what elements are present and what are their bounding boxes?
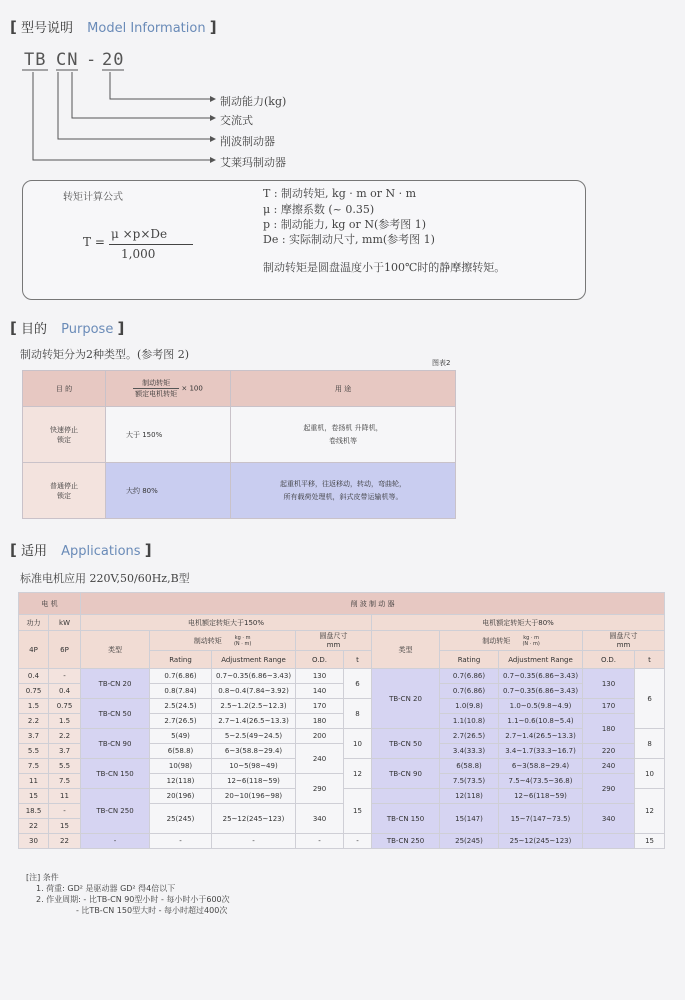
right-adj-cell: 3.4~1.7(33.3~16.7) bbox=[499, 744, 583, 759]
left-t-head: t bbox=[344, 651, 372, 669]
cell-4p: 15 bbox=[19, 789, 49, 804]
fraction-bar bbox=[109, 244, 193, 245]
left-adj-cell: 0.8~0.4(7.84~3.92) bbox=[212, 684, 296, 699]
gt80-head: 电机额定转矩大于80% bbox=[372, 615, 665, 631]
cell-6p: - bbox=[49, 804, 81, 819]
legend-braking-capacity: 制动能力(kg) bbox=[220, 95, 287, 108]
right-t-cell: 12 bbox=[635, 789, 665, 834]
right-od-cell: 240 bbox=[583, 759, 635, 774]
formula-note: 制动转矩是圆盘温度小于100℃时的静摩擦转矩。 bbox=[263, 261, 506, 274]
left-rating-cell: 0.8(7.84) bbox=[150, 684, 212, 699]
applications-title-cn: 适用 bbox=[21, 544, 48, 559]
right-rating-cell: 7.5(73.5) bbox=[440, 774, 499, 789]
left-rating-cell: 2.5(24.5) bbox=[150, 699, 212, 714]
right-od-cell: 220 bbox=[583, 744, 635, 759]
left-adj-cell: 10~5(98~49) bbox=[212, 759, 296, 774]
right-torque-head bbox=[440, 631, 583, 651]
left-rating-cell: 12(118) bbox=[150, 774, 212, 789]
right-rating-cell: 1.1(10.8) bbox=[440, 714, 499, 729]
bracket-close: ] bbox=[144, 541, 152, 559]
right-od-cell: 290 bbox=[583, 774, 635, 804]
right-t-cell: 8 bbox=[635, 729, 665, 759]
right-adj-cell: 15~7(147~73.5) bbox=[499, 804, 583, 834]
purpose-title-cn: 目的 bbox=[21, 322, 48, 337]
right-type-cell: TB-CN 20 bbox=[372, 669, 440, 729]
left-rating-cell: 0.7(6.86) bbox=[150, 669, 212, 684]
cell-6p: - bbox=[49, 669, 81, 684]
right-rating-cell: 12(118) bbox=[440, 789, 499, 804]
note-cycle-1: 2. 作业周期: - 比TB-CN 90型小时 - 每小时小于600次 bbox=[36, 895, 230, 904]
notes-title: [注] 条件 bbox=[26, 873, 59, 882]
right-rating-cell: 3.4(33.3) bbox=[440, 744, 499, 759]
left-type-head: 类型 bbox=[81, 631, 150, 669]
left-torque-unit: kg · m (N · m) bbox=[233, 634, 252, 647]
formula-numerator: μ ×p×De bbox=[111, 227, 168, 241]
right-type-cell: TB-CN 90 bbox=[372, 759, 440, 789]
cell-6p: 1.5 bbox=[49, 714, 81, 729]
right-adj-cell: 2.7~1.4(26.5~13.3) bbox=[499, 729, 583, 744]
cell-4p: 22 bbox=[19, 819, 49, 834]
applications-table bbox=[18, 592, 665, 849]
left-torque-label: 制动转矩 bbox=[193, 636, 222, 645]
right-od-cell: 180 bbox=[583, 714, 635, 744]
left-torque-head bbox=[150, 631, 296, 651]
ratio-multiplier: × 100 bbox=[181, 384, 203, 393]
right-od-cell-blank bbox=[583, 834, 635, 849]
right-t-head: t bbox=[635, 651, 665, 669]
bracket-open: [ bbox=[10, 541, 17, 559]
model-code-cn: CN bbox=[56, 50, 79, 70]
right-adj-cell: 12~6(118~59) bbox=[499, 789, 583, 804]
table-row bbox=[19, 834, 665, 849]
right-rating-cell: 2.7(26.5) bbox=[440, 729, 499, 744]
left-adj-cell: 2.7~1.4(26.5~13.3) bbox=[212, 714, 296, 729]
left-rating-cell: 5(49) bbox=[150, 729, 212, 744]
ratio-numerator: 制动转矩 bbox=[133, 378, 179, 389]
note-cycle-2: - 比TB-CN 150型大时 - 每小时超过400次 bbox=[76, 906, 228, 915]
cell-4p: 11 bbox=[19, 774, 49, 789]
left-adj-head: Adjustment Range bbox=[212, 651, 296, 669]
left-od-cell: 290 bbox=[296, 774, 344, 804]
cell-6p: 5.5 bbox=[49, 759, 81, 774]
cell-4p: 5.5 bbox=[19, 744, 49, 759]
legend-ac-type: 交流式 bbox=[220, 114, 253, 127]
right-rating-cell: 15(147) bbox=[440, 804, 499, 834]
right-type-cell: TB-CN 50 bbox=[372, 729, 440, 759]
left-adj-cell: 6~3(58.8~29.4) bbox=[212, 744, 296, 759]
kw-head: kW bbox=[49, 615, 81, 631]
left-t-cell: 6 bbox=[344, 669, 372, 699]
purpose-table bbox=[22, 370, 456, 519]
use-head: 用 途 bbox=[231, 371, 456, 407]
right-adj-cell: 0.7~0.35(6.86~3.43) bbox=[499, 669, 583, 684]
4p-head: 4P bbox=[19, 631, 49, 669]
cell-6p: 0.4 bbox=[49, 684, 81, 699]
left-disc-head: 圆盘尺寸 mm bbox=[296, 631, 372, 651]
left-rating-cell: 25(245) bbox=[150, 804, 212, 834]
purpose-row-1-use: 起重机，卷扬机 升降机， 卷线机等 bbox=[231, 407, 456, 463]
right-adj-head: Adjustment Range bbox=[499, 651, 583, 669]
left-t-cell: 10 bbox=[344, 729, 372, 759]
left-type-cell: TB-CN 150 bbox=[81, 759, 150, 789]
def-p: p : 制动能力, kg or N(参考图 1) bbox=[263, 218, 427, 231]
left-od-cell: 180 bbox=[296, 714, 344, 729]
left-rating-head: Rating bbox=[150, 651, 212, 669]
cell-4p: 1.5 bbox=[19, 699, 49, 714]
purpose-figure-label: 图表2 bbox=[432, 359, 451, 367]
right-rating-cell: 0.7(6.86) bbox=[440, 669, 499, 684]
left-t-cell: 8 bbox=[344, 699, 372, 729]
bracket-open: [ bbox=[10, 18, 17, 36]
right-rating-cell: 0.7(6.86) bbox=[440, 684, 499, 699]
right-type-cell: TB-CN 250 bbox=[372, 834, 440, 849]
cell-6p: 22 bbox=[49, 834, 81, 849]
cell-6p: 0.75 bbox=[49, 699, 81, 714]
applications-figure-label: 图表2 bbox=[630, 604, 649, 612]
legend-clipping-brake: 削波制动器 bbox=[220, 135, 275, 148]
cell-4p: 2.2 bbox=[19, 714, 49, 729]
left-type-cell: TB-CN 50 bbox=[81, 699, 150, 729]
left-od-head: O.D. bbox=[296, 651, 344, 669]
purpose-intro: 制动转矩分为2种类型。(参考图 2) bbox=[20, 348, 190, 361]
left-type-cell: TB-CN 90 bbox=[81, 729, 150, 759]
ratio-head bbox=[106, 371, 231, 407]
gt150-head: 电机额定转矩大于150% bbox=[81, 615, 372, 631]
left-adj-cell: 25~12(245~123) bbox=[212, 804, 296, 834]
purpose-row-1-purpose: 快速停止 锁定 bbox=[23, 407, 106, 463]
right-adj-cell: 6~3(58.8~29.4) bbox=[499, 759, 583, 774]
right-torque-unit: kg · m (N · m) bbox=[522, 634, 540, 647]
right-torque-label: 制动转矩 bbox=[482, 636, 511, 645]
model-legend-lines bbox=[0, 0, 685, 180]
left-od-cell: 340 bbox=[296, 804, 344, 834]
purpose-row-2-ratio: 大约 80% bbox=[106, 463, 231, 519]
purpose-head: 目 的 bbox=[23, 371, 106, 407]
applications-section-header bbox=[10, 540, 152, 559]
right-rating-cell: 6(58.8) bbox=[440, 759, 499, 774]
formula-title: 转矩计算公式 bbox=[63, 192, 123, 203]
legend-brand-brake: 艾莱玛制动器 bbox=[220, 156, 286, 169]
model-code-tb: TB bbox=[24, 50, 47, 70]
left-type-cell: TB-CN 250 bbox=[81, 789, 150, 834]
left-type-cell: - bbox=[81, 834, 150, 849]
right-type-cell: TB-CN 150 bbox=[372, 804, 440, 834]
cell-6p: 3.7 bbox=[49, 744, 81, 759]
ratio-denominator: 额定电机转矩 bbox=[135, 390, 178, 398]
table-row bbox=[19, 729, 665, 744]
right-t-cell: 15 bbox=[635, 834, 665, 849]
table-row bbox=[19, 669, 665, 684]
brake-head: 削 波 制 动 器 bbox=[81, 593, 665, 615]
right-rating-cell: 1.0(9.8) bbox=[440, 699, 499, 714]
right-rating-cell: 25(245) bbox=[440, 834, 499, 849]
left-od-cell: - bbox=[296, 834, 344, 849]
left-od-cell: 240 bbox=[296, 744, 344, 774]
purpose-row-2-use: 起重机平移，往返移动，转动，弯曲轮， 所有载荷处理机，斜式皮带运输机等。 bbox=[231, 463, 456, 519]
def-t: T : 制动转矩, kg · m or N · m bbox=[263, 187, 417, 200]
left-od-cell: 130 bbox=[296, 669, 344, 684]
left-t-cell: 12 bbox=[344, 759, 372, 789]
cell-4p: 3.7 bbox=[19, 729, 49, 744]
left-rating-cell: 2.7(26.5) bbox=[150, 714, 212, 729]
bracket-close: ] bbox=[117, 319, 125, 337]
left-adj-cell: 5~2.5(49~24.5) bbox=[212, 729, 296, 744]
def-de: De : 实际制动尺寸, mm(参考图 1) bbox=[263, 233, 435, 246]
note-load: 1. 荷重: GD² 是驱动器 GD² 得4倍以下 bbox=[36, 884, 176, 893]
left-od-cell: 140 bbox=[296, 684, 344, 699]
cell-4p: 0.75 bbox=[19, 684, 49, 699]
left-rating-cell: 10(98) bbox=[150, 759, 212, 774]
bracket-open: [ bbox=[10, 319, 17, 337]
left-type-cell: TB-CN 20 bbox=[81, 669, 150, 699]
cell-4p: 18.5 bbox=[19, 804, 49, 819]
model-code-dash: - bbox=[86, 50, 98, 70]
model-title-cn: 型号说明 bbox=[21, 21, 74, 36]
purpose-row-1-ratio: 大于 150% bbox=[106, 407, 231, 463]
right-od-cell: 130 bbox=[583, 669, 635, 699]
right-t-cell: 6 bbox=[635, 669, 665, 729]
cell-4p: 0.4 bbox=[19, 669, 49, 684]
cell-4p: 7.5 bbox=[19, 759, 49, 774]
applications-intro: 标准电机应用 220V,50/60Hz,B型 bbox=[20, 572, 190, 585]
formula-box bbox=[22, 180, 586, 300]
def-mu: μ : 摩擦系数 (~ 0.35) bbox=[263, 203, 375, 216]
right-od-head: O.D. bbox=[583, 651, 635, 669]
left-adj-cell: 2.5~1.2(2.5~12.3) bbox=[212, 699, 296, 714]
right-rating-head: Rating bbox=[440, 651, 499, 669]
left-adj-cell: 0.7~0.35(6.86~3.43) bbox=[212, 669, 296, 684]
right-adj-cell: 25~12(245~123) bbox=[499, 834, 583, 849]
model-title-en: Model Information bbox=[87, 21, 206, 36]
cell-6p: 7.5 bbox=[49, 774, 81, 789]
cell-4p: 30 bbox=[19, 834, 49, 849]
purpose-title-en: Purpose bbox=[61, 322, 114, 337]
left-adj-cell: 20~10(196~98) bbox=[212, 789, 296, 804]
right-adj-cell: 0.7~0.35(6.86~3.43) bbox=[499, 684, 583, 699]
formula-lhs: T = bbox=[83, 235, 105, 249]
left-t-cell: - bbox=[344, 834, 372, 849]
formula-denominator: 1,000 bbox=[121, 247, 156, 261]
right-od-cell: 170 bbox=[583, 699, 635, 714]
right-od-cell: 340 bbox=[583, 804, 635, 834]
purpose-section-header bbox=[10, 318, 124, 337]
cell-6p: 15 bbox=[49, 819, 81, 834]
left-t-cell: 15 bbox=[344, 789, 372, 834]
motor-head: 电 机 bbox=[19, 593, 81, 615]
cell-6p: 11 bbox=[49, 789, 81, 804]
left-adj-cell: 12~6(118~59) bbox=[212, 774, 296, 789]
applications-title-en: Applications bbox=[61, 544, 141, 559]
right-adj-cell: 1.1~0.6(10.8~5.4) bbox=[499, 714, 583, 729]
right-adj-cell: 7.5~4(73.5~36.8) bbox=[499, 774, 583, 789]
cell-6p: 2.2 bbox=[49, 729, 81, 744]
left-rating-cell: 6(58.8) bbox=[150, 744, 212, 759]
bracket-close: ] bbox=[209, 18, 217, 36]
6p-head: 6P bbox=[49, 631, 81, 669]
model-code-20: 20 bbox=[102, 50, 125, 70]
left-rating-cell: 20(196) bbox=[150, 789, 212, 804]
right-type-cell-blank bbox=[372, 789, 440, 804]
left-rating-cell: - bbox=[150, 834, 212, 849]
left-od-cell: 170 bbox=[296, 699, 344, 714]
right-disc-head: 圆盘尺寸 mm bbox=[583, 631, 665, 651]
table-row bbox=[19, 699, 665, 714]
power-head: 功力 bbox=[19, 615, 49, 631]
left-adj-cell: - bbox=[212, 834, 296, 849]
right-t-cell: 10 bbox=[635, 759, 665, 789]
left-od-cell: 200 bbox=[296, 729, 344, 744]
right-type-head: 类型 bbox=[372, 631, 440, 669]
right-adj-cell: 1.0~0.5(9.8~4.9) bbox=[499, 699, 583, 714]
purpose-row-2-purpose: 普通停止 锁定 bbox=[23, 463, 106, 519]
